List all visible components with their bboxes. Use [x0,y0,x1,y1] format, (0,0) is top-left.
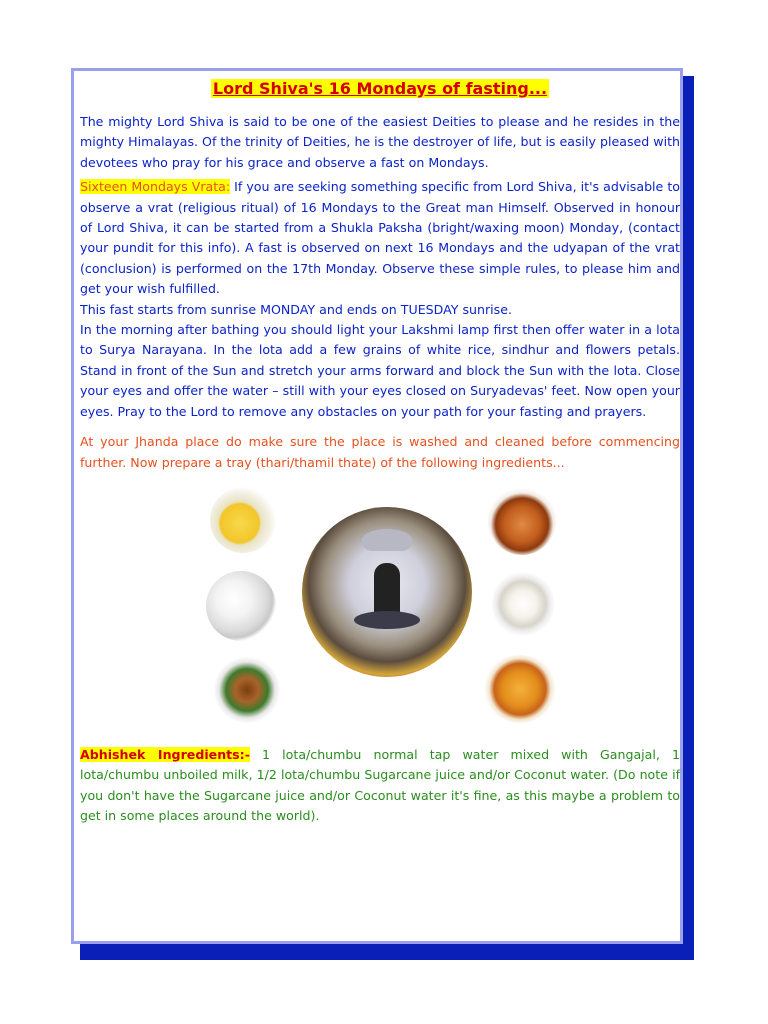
ingredients-collage [80,477,680,745]
vrata-label: Sixteen Mondays Vrata: [80,179,231,195]
morning-paragraph: In the morning after bathing you should light your Lakshmi lamp first then offer water in a lota to Surya Narayana. In the lota add a few grains of white rice, sindhur and flowers petals. Stand in front of the Sun and stretch your arms forward and block the Sun with the lota. Close your eyes and offer the water – still with your eyes closed on Suryadevas' feet. Now open your eyes. Pray to the Lord to remove any obstacles on your path for your fasting and prayers. [80,322,680,419]
copper-lota-image [488,487,556,555]
page-title: Lord Shiva's 16 Mondays of fasting... [212,79,548,98]
abhishek-paragraph [80,745,680,827]
abhishek-text: 1 lota/chumbu normal tap water mixed with Gangajal, 1 lota/chumbu unboiled milk, 1/2 lota/chumbu Sugarcane juice and/or Coconut water. (Do note if you don't have the Sugarcane juice and/or Coconut water it's fine, as this maybe a problem to get in some places around the world). [80,746,680,824]
intro-paragraph: The mighty Lord Shiva is said to be one of the easiest Deities to please and he resides in the mighty Himalayas. Of the trinity of Deities, he is the destroyer of life, but is easily pleased with devotees who pray for his grace and observe a fast on Mondays. [80,114,680,170]
milk-glass-image [492,571,554,637]
incense-sticks-image [214,657,280,723]
shiva-lingam-image [302,507,472,677]
document-frame [71,68,683,944]
lingam-base-shape [354,611,420,629]
sweets-image [484,655,556,723]
water-pot-shape [362,529,412,551]
fast-time-paragraph: This fast starts from sunrise MONDAY and ends on TUESDAY sunrise. [80,301,512,317]
vrata-paragraph [80,177,680,299]
honey-jar-image [210,487,276,553]
abhishek-label: Abhishek Ingredients:- [80,746,250,762]
sugar-candy-image [206,571,276,641]
vrata-text: If you are seeking something specific from Lord Shiva, it's advisable to observe a vrat (religious ritual) of 16 Mondays to the Great man Himself. Observed in honour of Lord Shiva, it can be started from a Shukla Paksha (bright/waxing moon) Monday, (contact your pundit for this info). A fast is observed on next 16 Mondays and the udyapan of the vrat (conclusion) is performed on the 17th Monday. Observe these simple rules, to please him and get your wish fulfilled. [80,179,680,297]
document-content [80,79,680,827]
jhanda-paragraph: At your Jhanda place do make sure the place is washed and cleaned before commencing further. Now prepare a tray (thari/thamil thate) of the following ingredients... [80,434,680,470]
